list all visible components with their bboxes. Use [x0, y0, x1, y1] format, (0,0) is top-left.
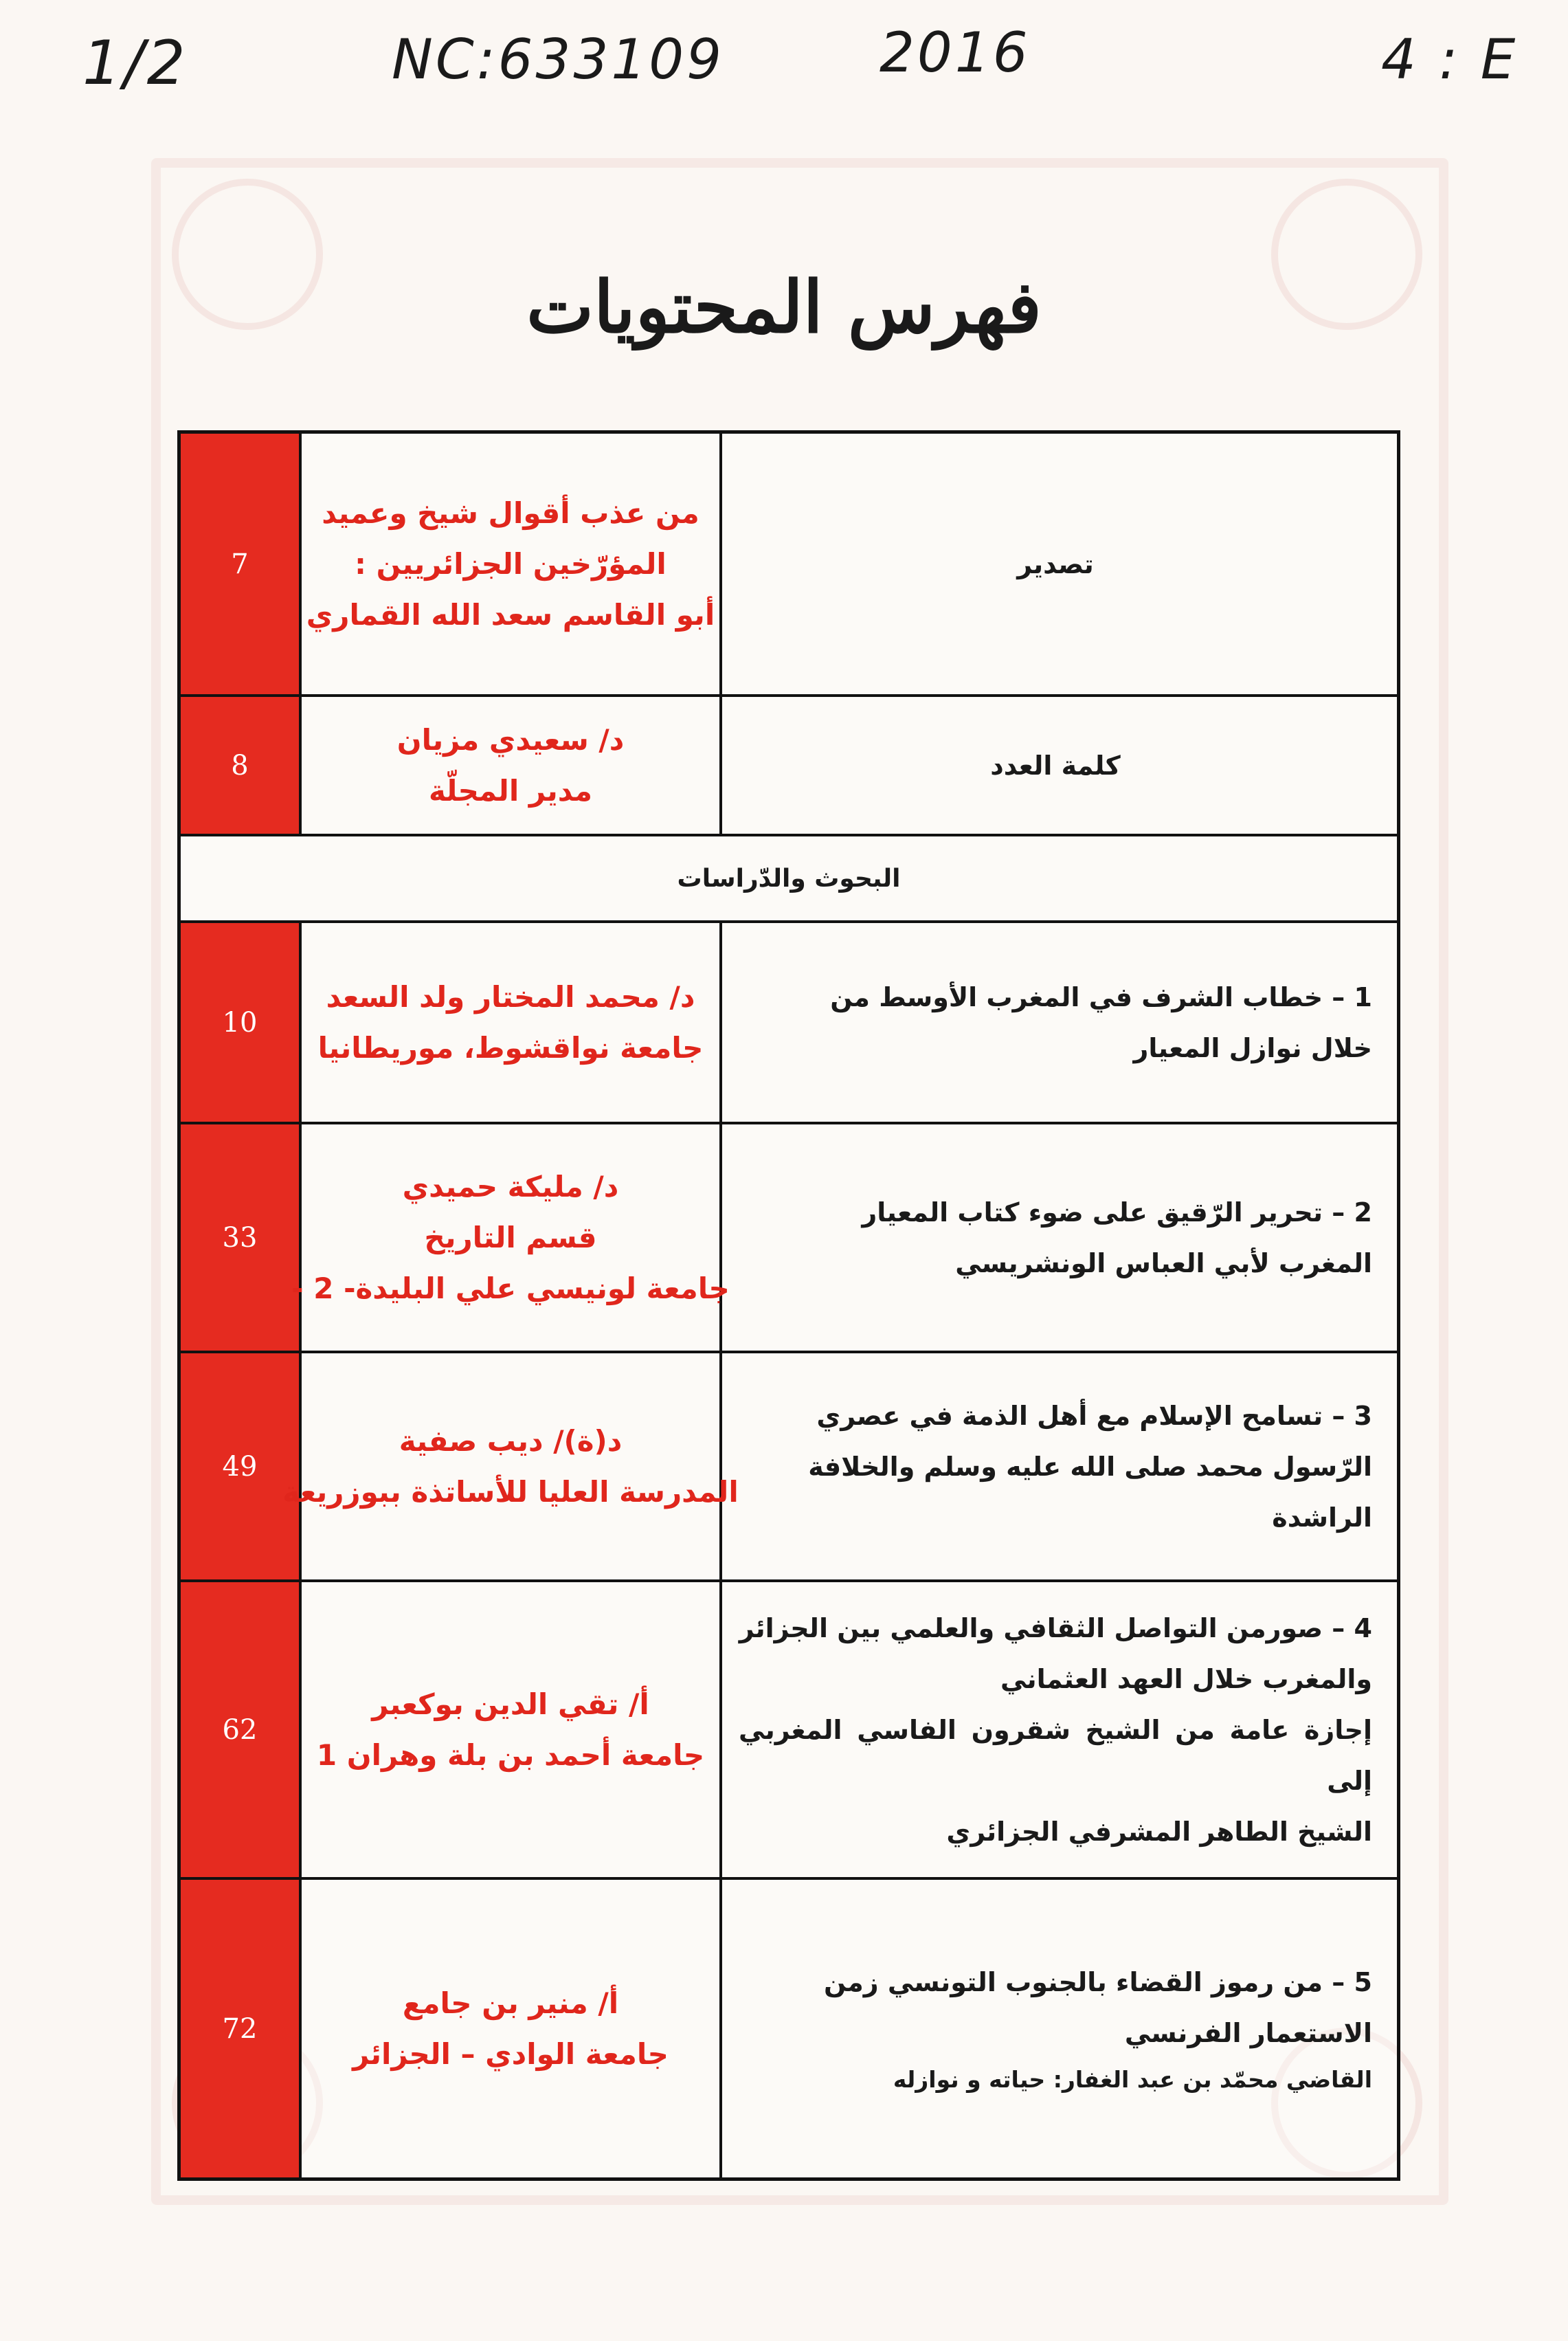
toc-row: [181, 1124, 1397, 1353]
page-number-cell: 72: [181, 1880, 302, 2177]
toc-table: [177, 430, 1400, 2181]
toc-row: [181, 1582, 1397, 1880]
year-mark: 2016: [880, 21, 1031, 85]
author-cell: أ/ تقي الدين بوكعبر جامعة أحمد بن بلة وهران 1: [302, 1582, 722, 1877]
page-title: فهرس المحتويات: [526, 265, 1042, 349]
title-cell: 5 – من رموز القضاء بالجنوب التونسي زمن الاستعمار الفرنسي القاضي محمّد بن عبد الغفار: حياته و نوازله: [824, 1966, 1372, 2093]
title-cell: 1 – خطاب الشرف في المغرب الأوسط من خلال نوازل المعيار: [830, 981, 1372, 1063]
title-cell: كلمة العدد: [990, 750, 1121, 781]
toc-row: [181, 697, 1397, 836]
author-cell: د/ سعيدي مزيان مدير المجلّة: [302, 697, 722, 834]
toc-row: [181, 434, 1397, 697]
section-heading: البحوث والدّراسات: [181, 836, 1397, 923]
page-number-cell: 49: [181, 1353, 302, 1579]
page-number-cell: 7: [181, 434, 302, 694]
title-cell: 3 – تسامح الإسلام مع أهل الذمة في عصري الرّسول محمد صلى الله عليه وسلم والخلافة الراشدة: [808, 1400, 1372, 1533]
page-mark: 1/2: [82, 27, 188, 98]
page-number-cell: 62: [181, 1582, 302, 1877]
title-cell: 4 – صورمن التواصل الثقافي والعلمي بين الجزائر والمغرب خلال العهد العثماني إجازة عامة من الشيخ شقرون الفاسي المغربي إلى الشيخ الطاهر المشرفي الجزائري: [739, 1612, 1372, 1847]
author-cell: د/ مليكة حميدي قسم التاريخ جامعة لونيسي علي البليدة- 2 -: [302, 1124, 722, 1351]
page-number-cell: 10: [181, 923, 302, 1122]
author-cell: د(ة)/ ديب صفية المدرسة العليا للأساتذة ببوزريعة: [302, 1353, 722, 1579]
page-number-cell: 8: [181, 697, 302, 834]
author-cell: أ/ منير بن جامع جامعة الوادي – الجزائر: [302, 1880, 722, 2177]
title-cell: 2 – تحرير الرّقيق على ضوء كتاب المعيار المغرب لأبي العباس الونشريسي: [862, 1197, 1372, 1278]
author-cell: من عذب أقوال شيخ وعميد المؤرّخين الجزائريين : أبو القاسم سعد الله القماري: [302, 434, 722, 694]
volume-issue: 4 : E: [1381, 27, 1519, 91]
toc-row: [181, 1880, 1397, 2177]
toc-row: [181, 923, 1397, 1124]
author-cell: د/ محمد المختار ولد السعد جامعة نواقشوط، موريطانيا: [302, 923, 722, 1122]
title-cell: تصدير: [1017, 548, 1094, 579]
toc-row: [181, 1353, 1397, 1582]
page-number-cell: 33: [181, 1124, 302, 1351]
nc-number: NC:633109: [392, 27, 725, 91]
